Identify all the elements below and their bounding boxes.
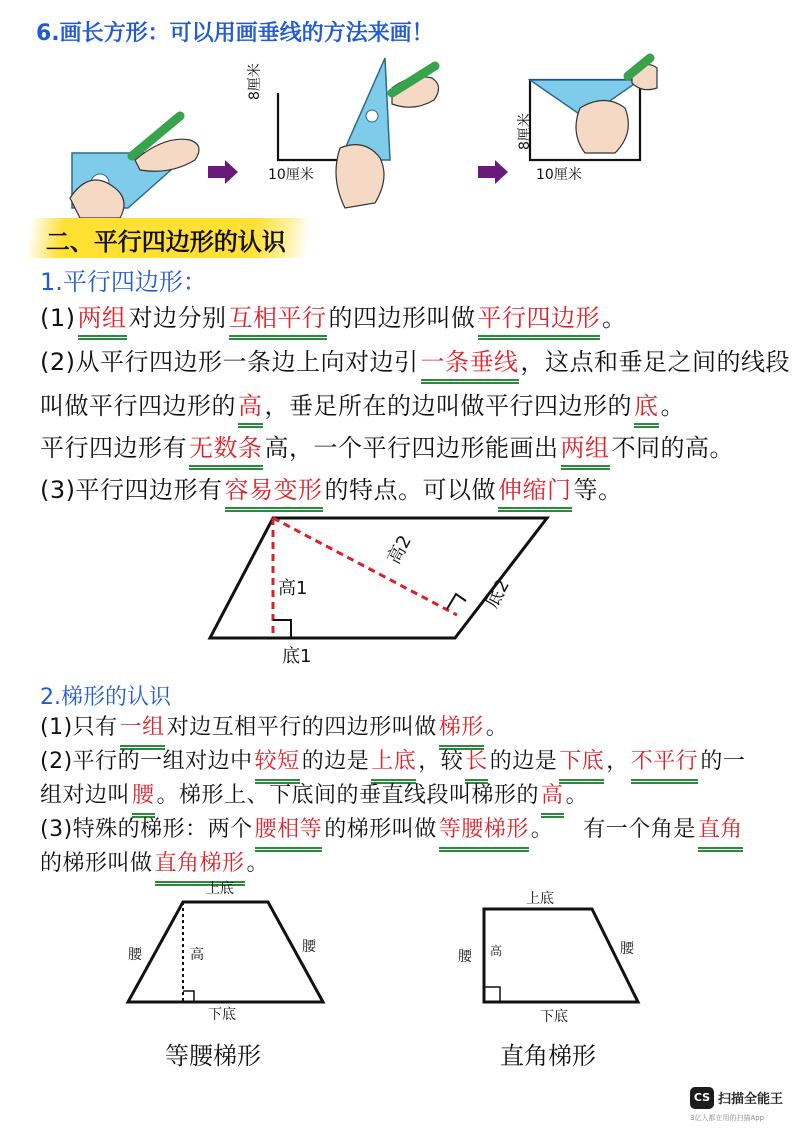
right-angle-mark — [273, 620, 291, 638]
right-bottom-label: 下底 — [540, 1009, 568, 1025]
answer-fill: 伸缩门 — [498, 474, 572, 509]
text: 叫做平行四边形的 — [40, 392, 236, 420]
para-line-2 — [40, 346, 790, 381]
label-h2: 高2 — [383, 531, 416, 568]
text: 。 — [602, 304, 627, 332]
answer-fill: 长 — [465, 746, 488, 781]
right-angle-mark — [183, 991, 194, 1002]
text: ，垂足所在的边叫做平行四边形的 — [264, 392, 632, 420]
answer-fill: 无数条 — [189, 432, 263, 467]
answer-fill: 不平行 — [631, 746, 699, 781]
iso-caption: 等腰梯形 — [165, 1042, 261, 1070]
answer-fill: 两组 — [78, 302, 127, 337]
isosceles-trapezoid-shape — [128, 902, 323, 1002]
text: 的边是 — [489, 749, 558, 774]
camscanner-slogan: 3亿人都在用的扫描App — [690, 1114, 765, 1122]
text: 高，一个平行四边形能画出 — [264, 434, 559, 462]
trap-line-5 — [40, 848, 269, 883]
text: (2)平行的一组对边中 — [40, 749, 253, 774]
para-line-5 — [40, 474, 623, 509]
hand-shape — [336, 145, 384, 208]
trap-line-3 — [40, 780, 588, 815]
right-leg-left-label: 腰 — [458, 949, 472, 965]
answer-fill: 上底 — [371, 746, 416, 781]
iso-leg-left-label: 腰 — [128, 947, 142, 963]
answer-fill: 平行四边形 — [478, 302, 601, 337]
panel-triangle-ruler — [70, 116, 199, 218]
answer-fill: 直角 — [698, 814, 743, 849]
answer-fill: 高 — [238, 390, 263, 425]
height-2-line — [273, 518, 457, 615]
text: 。 有一个角是 — [530, 817, 696, 842]
iso-leg-right-label: 腰 — [302, 939, 316, 955]
label-8cm-a: 8厘米 — [247, 63, 263, 100]
answer-fill: 梯形 — [439, 712, 484, 747]
parallelogram-heading: 1.平行四边形： — [40, 268, 207, 296]
arrow-right-icon — [478, 160, 508, 184]
right-leg-right-label: 腰 — [620, 941, 634, 957]
text: 的特点。可以做 — [324, 476, 496, 504]
answer-fill: 较短 — [255, 746, 300, 781]
text: 的梯形叫做 — [40, 851, 153, 876]
text: ，这点和垂足之间的线段 — [520, 348, 790, 376]
right-caption: 直角梯形 — [500, 1042, 596, 1070]
label-8cm-b: 8厘米 — [517, 113, 533, 150]
right-height-label: 高 — [490, 944, 503, 958]
answer-fill: 腰 — [132, 780, 155, 815]
text: (1) — [40, 304, 76, 332]
text: 平行四边形有 — [40, 434, 187, 462]
arrow-right-icon — [208, 160, 238, 184]
answer-fill: 底 — [634, 390, 659, 425]
section-title-highlight — [25, 218, 311, 258]
label-h1: 高1 — [278, 578, 308, 599]
section-title: 二、平行四边形的认识 — [45, 228, 286, 256]
label-10cm-b: 10厘米 — [536, 167, 582, 183]
answer-fill: 容易变形 — [225, 474, 323, 509]
para-line-3 — [40, 390, 685, 425]
answer-fill: 互相平行 — [229, 302, 327, 337]
ruler-hole — [366, 110, 378, 122]
text: (3)平行四边形有 — [40, 476, 223, 504]
text: 组对边叫 — [40, 783, 131, 808]
iso-bottom-label: 下底 — [208, 1007, 236, 1023]
right-angle-mark — [484, 987, 500, 1002]
text: (3)特殊的梯形：两个 — [40, 817, 253, 842]
trap-line-1 — [40, 712, 508, 747]
right-top-label: 上底 — [526, 891, 554, 907]
camscanner-logo-icon: CS — [690, 1087, 714, 1109]
iso-height-label: 高 — [190, 947, 204, 963]
label-10cm-a: 10厘米 — [268, 167, 314, 183]
text: (2)从平行四边形一条边上向对边引 — [40, 348, 419, 376]
text: 。 — [246, 851, 270, 876]
label-b2: 底2 — [481, 575, 514, 612]
answer-fill: 高 — [541, 780, 564, 815]
text: 对边分别 — [128, 304, 227, 332]
panel-perpendicular — [278, 58, 439, 208]
trapezoid-heading: 2.梯形的认识 — [40, 685, 171, 710]
hand-shape — [576, 101, 628, 154]
text: 对边互相平行的四边形叫做 — [166, 715, 437, 740]
rect-drawing-illustration — [40, 48, 660, 218]
triangle-ruler-upright — [340, 58, 390, 160]
iso-top-label: 上底 — [206, 881, 234, 897]
text: 。 — [485, 715, 509, 740]
answer-fill: 腰相等 — [255, 814, 323, 849]
text: 。 — [660, 392, 685, 420]
answer-fill: 等腰梯形 — [439, 814, 529, 849]
answer-fill: 直角梯形 — [155, 848, 245, 883]
trap-line-2 — [40, 746, 745, 781]
right-trapezoid-shape — [484, 909, 638, 1002]
text: ，较 — [418, 749, 464, 774]
answer-fill: 一组 — [120, 712, 165, 747]
answer-fill: 下底 — [559, 746, 604, 781]
text: 的梯形叫做 — [324, 817, 437, 842]
text: 的四边形叫做 — [328, 304, 476, 332]
text: 的一 — [700, 749, 746, 774]
panel-rectangle — [530, 58, 657, 160]
text: 等。 — [573, 476, 623, 504]
trap-line-4 — [40, 814, 745, 849]
text: ， — [606, 749, 629, 774]
text: 的边是 — [301, 749, 370, 774]
right-angle-mark — [447, 594, 466, 609]
text: (1)只有 — [40, 715, 118, 740]
answer-fill: 两组 — [561, 432, 610, 467]
answer-fill: 一条垂线 — [421, 346, 519, 381]
camscanner-watermark — [690, 1085, 800, 1130]
text: 。 — [565, 783, 589, 808]
para-line-1 — [40, 302, 627, 337]
label-b1: 底1 — [282, 646, 312, 667]
camscanner-brand: 扫描全能王 — [718, 1092, 784, 1107]
text: 。梯形上、下底间的垂直线段叫梯形的 — [156, 783, 540, 808]
para-line-4 — [40, 432, 734, 467]
text: 不同的高。 — [611, 434, 734, 462]
rect-section-title: 6.画长方形：可以用画垂线的方法来画！ — [36, 21, 434, 46]
